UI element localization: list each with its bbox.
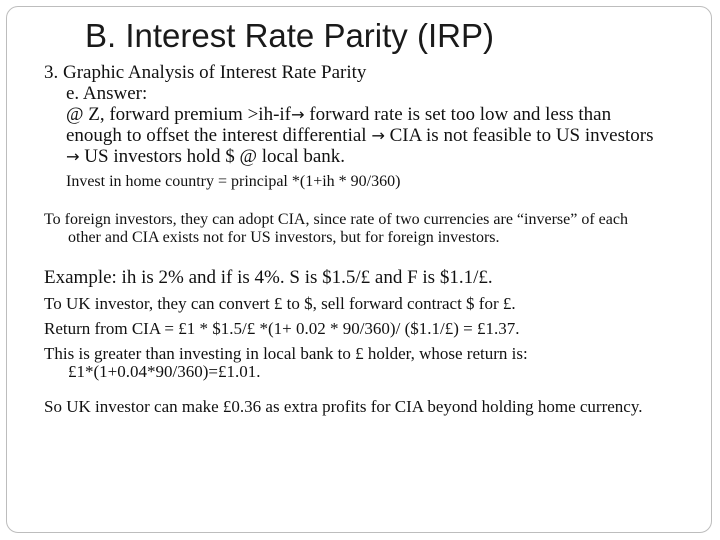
right-arrow-icon: →: [371, 125, 385, 145]
answer-line-1-end: forward rate is set too low and less than: [304, 103, 612, 125]
answer-line-2: [44, 126, 714, 147]
example-line: Example: ih is 2% and if is 4%. S is $1.5/£ and F is $1.1/£.: [44, 267, 493, 289]
right-arrow-icon: →: [291, 104, 305, 124]
answer-line-3: [44, 147, 714, 168]
invest-formula: Invest in home country = principal *(1+ih * 90/360): [66, 173, 401, 191]
answer-line-2-end: CIA is not feasible to US investors: [384, 124, 654, 146]
return-from-cia-line: Return from CIA = £1 * $1.5/£ *(1+ 0.02 * 90/360)/ ($1.1/£) = £1.37.: [44, 318, 520, 338]
section-heading: 3. Graphic Analysis of Interest Rate Parity: [44, 62, 367, 83]
answer-line-1: [44, 105, 714, 126]
slide-title: B. Interest Rate Parity (IRP): [85, 17, 494, 54]
foreign-investors-line-2: other and CIA exists not for US investors, but for foreign investors.: [68, 228, 500, 246]
uk-investor-line: To UK investor, they can convert £ to $, sell forward contract $ for £.: [44, 294, 516, 314]
greater-than-line-2: £1*(1+0.04*90/360)=£1.01.: [68, 362, 261, 382]
answer-line-3-text: US investors hold $ @ local bank.: [79, 145, 346, 167]
answer-label: e. Answer:: [66, 82, 148, 104]
answer-line-2-start: enough to offset the interest differential: [66, 124, 372, 146]
answer-line-1-start: @ Z, forward premium >ih-if: [66, 103, 292, 125]
conclusion-line: So UK investor can make £0.36 as extra profits for CIA beyond holding home currency.: [44, 396, 643, 416]
greater-than-line-1: This is greater than investing in local bank to £ holder, whose return is:: [44, 343, 528, 363]
slide-body: [44, 63, 714, 417]
slide-frame: [6, 6, 712, 533]
right-arrow-icon: →: [66, 146, 80, 166]
foreign-investors-line-1: To foreign investors, they can adopt CIA, since rate of two currencies are “inverse” of each: [44, 211, 628, 229]
